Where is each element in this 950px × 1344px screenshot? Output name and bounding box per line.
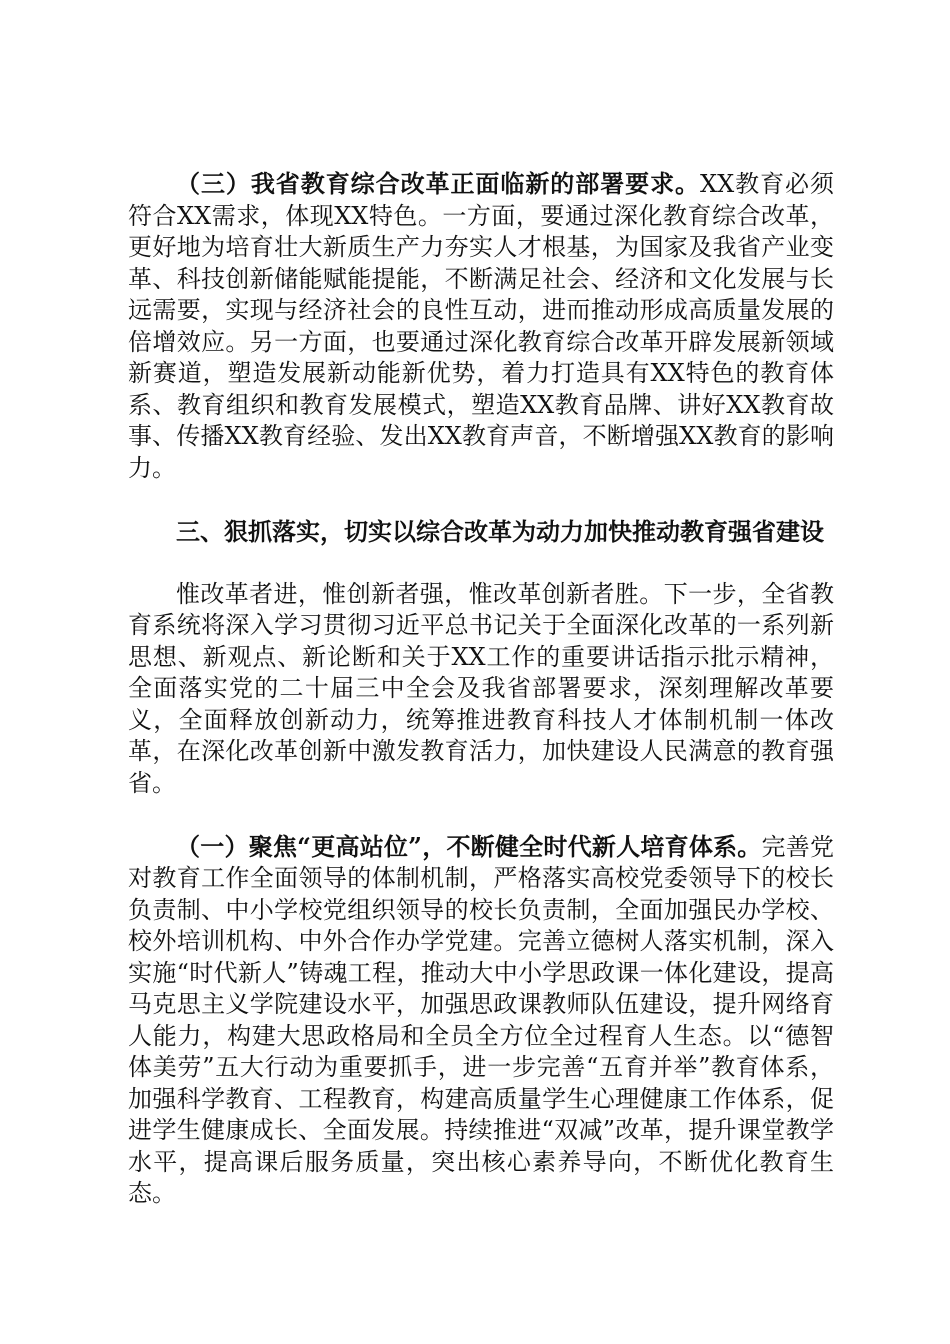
paragraph-body-text: 完善党对教育工作全面领导的体制机制，严格落实高校党委领导下的校长负责制、中小学校党组织领导的校长负责制，全面加强民办学校、校外培训机构、中外合作办学党建。完善立德树人落实机制，深入实施“时代新人”铸魂工程，推动大中小学思政课一体化建设，提高马克思主义学院建设水平，加强思政课教师队伍建设，提升网络育人能力，构建大思政格局和全员全方位全过程育人生态。以“德智体美劳”五大行动为重要抓手，进一步完善“五育并举”教育体系，加强科学教育、工程教育，构建高质量学生心理健康工作体系，促进学生健康成长、全面发展。持续推进“双减”改革，提升课堂教学水平，提高课后服务质量，突出核心素养导向，不断优化教育生态。 [128,832,835,1207]
paragraph-talent-cultivation-system [128,831,834,1210]
paragraph-body-text: 惟改革者进，惟创新者强，惟改革创新者胜。下一步，全省教育系统将深入学习贯彻习近平总书记关于全面深化改革的一系列新思想、新观点、新论断和关于XX工作的重要讲话指示批示精神，全面落实党的二十届三中全会及我省部署要求，深刻理解改革要义，全面释放创新动力，统筹推进教育科技人才体制机制一体改革，在深化改革创新中激发教育活力，加快建设人民满意的教育强省。 [128,579,834,797]
document-page [128,168,834,1241]
section-heading-three: 三、狠抓落实，切实以综合改革为动力加快推动教育强省建设 [176,516,824,546]
paragraph-lead-heading: （三）我省教育综合改革正面临新的部署要求。 [176,169,701,198]
paragraph-lead-heading: （一）聚焦“更高站位”，不断健全时代新人培育体系。 [176,831,762,861]
paragraph-education-reform-requirements [128,168,834,484]
paragraph-next-steps [128,579,834,800]
paragraph-body-text: XX教育必须符合XX需求，体现XX特色。一方面，要通过深化教育综合改革，更好地为培育壮大新质生产力夯实人才根基，为国家及我省产业变革、科技创新储能赋能提能，不断满足社会、经济和文化发展与长远需要，实现与经济社会的良性互动，进而推动形成高质量发展的倍增效应。另一方面，也要通过深化教育综合改革开辟发展新领域新赛道，塑造发展新动能新优势，着力打造具有XX特色的教育体系、教育组织和教育发展模式，塑造XX教育品牌、讲好XX教育故事、传播XX教育经验、发出XX教育声音，不断增强XX教育的影响力。 [128,170,834,482]
